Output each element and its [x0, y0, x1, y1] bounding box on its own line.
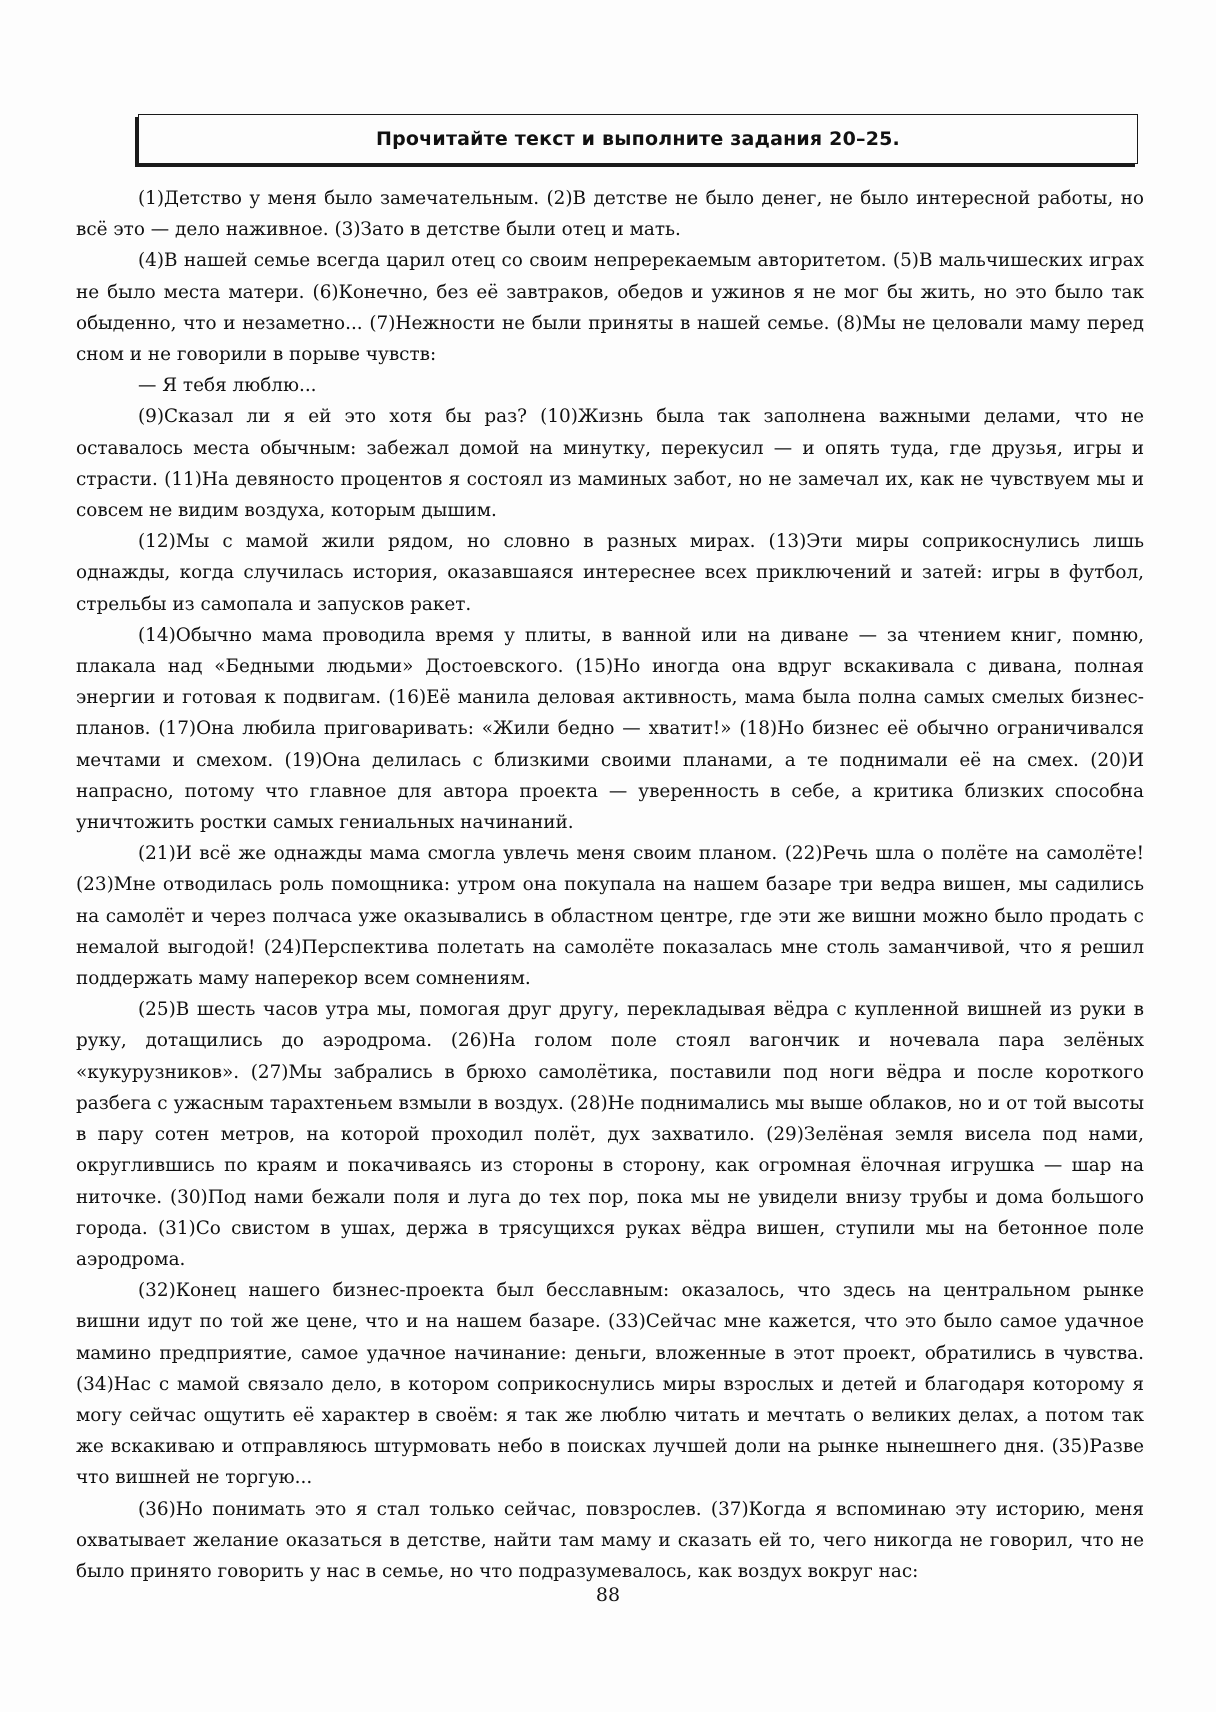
story-text [76, 183, 1144, 1587]
paragraph: (12)Мы с мамой жили рядом, но словно в разных мирах. (13)Эти миры соприкоснулись лишь однажды, когда случилась история, оказавшаяся интереснее всех приключений и затей: игры в футбол, стрельбы из самопала и запусков ракет. [76, 531, 1144, 615]
paragraph: (25)В шесть часов утра мы, помогая друг другу, перекладывая вёдра с купленной вишней из руки в руку, дотащились до аэродрома. (26)На голом поле стоял вагончик и ночевала пара зелёных «кукурузников». (27)Мы забрались в брюхо самолётика, поставили под ноги вёдра и после короткого разбега с ужасным тарахтеньем взмыли в воздух. (28)Не поднимались мы выше облаков, но и от той высоты в пару сотен метров, на которой проходил полёт, дух захватило. (29)Зелёная земля висела под нами, округлившись по краям и покачиваясь из стороны в сторону, как огромная ёлочная игрушка — шар на ниточке. (30)Под нами бежали поля и луга до тех пор, пока мы не увидели внизу трубы и дома большого города. (31)Со свистом в ушах, держа в трясущихся руках вёдра вишен, ступили мы на бетонное поле аэродрома. [76, 999, 1144, 1270]
paragraph: (14)Обычно мама проводила время у плиты, в ванной или на диване — за чтением книг, помню, плакала над «Бедными людьми» Достоевского. (15)Но иногда она вдруг вскакивала с дивана, полная энергии и готовая к подвигам. (16)Её манила деловая активность, мама была полна самых смелых бизнес-планов. (17)Она любила приговаривать: «Жили бедно — хватит!» (18)Но бизнес её обычно ограничивался мечтами и смехом. (19)Она делилась с близкими своими планами, а те поднимали её на смех. (20)И напрасно, потому что главное для автора проекта — уверенность в себе, а критика близких способна уничтожить ростки самых гениальных начинаний. [76, 624, 1144, 834]
paragraph: (4)В нашей семье всегда царил отец со своим непререкаемым авторитетом. (5)В мальчишеских играх не было места матери. (6)Конечно, без её завтраков, обедов и ужинов я не мог бы жить, но это было так обыденно, что и незаметно... (7)Нежности не были приняты в нашей семье. (8)Мы не целовали маму перед сном и не говорили в порыве чувств: [76, 250, 1144, 366]
paragraph: (36)Но понимать это я стал только сейчас, повзрослев. (37)Когда я вспоминаю эту историю, меня охватывает желание оказаться в детстве, найти там маму и сказать ей то, чего никогда не говорил, что не было принято говорить у нас в семье, но что подразумевалось, как воздух вокруг нас: [76, 1498, 1144, 1582]
paragraph: (32)Конец нашего бизнес-проекта был бесславным: оказалось, что здесь на центральном рынке вишни идут по той же цене, что и на нашем базаре. (33)Сейчас мне кажется, что это было самое удачное мамино предприятие, самое удачное начинание: деньги, вложенные в этот проект, обратились в чувства. (34)Нас с мамой связало дело, в котором соприкоснулись миры взрослых и детей и благодаря которому я могу сейчас ощутить её характер в своём: я так же люблю читать и мечтать о великих делах, а потом так же вскакиваю и отправляюсь штурмовать небо в поисках лучшей доли на рынке нынешнего дня. (35)Разве что вишней не торгую... [76, 1280, 1144, 1489]
paragraph: (21)И всё же однажды мама смогла увлечь меня своим планом. (22)Речь шла о полёте на самолёте! (23)Мне отводилась роль помощника: утром она покупала на нашем базаре три ведра вишен, мы садились на самолёт и через полчаса уже оказывались в областном центре, где эти же вишни можно было продать с немалой выгодой! (24)Перспектива полетать на самолёте показалась мне столь заманчивой, что я решил поддержать маму наперекор всем сомнениям. [76, 843, 1144, 990]
paragraph: (9)Сказал ли я ей это хотя бы раз? (10)Жизнь была так заполнена важными делами, что не оставалось места обычным: забежал домой на минутку, перекусил — и опять туда, где друзья, игры и страсти. (11)На девяносто процентов я состоял из маминых забот, но не замечал их, как не чувствуем мы и совсем не видим воздуха, которым дышим. [76, 406, 1144, 522]
page-number: 88 [595, 1584, 621, 1606]
task-instruction-box [138, 114, 1138, 164]
paragraph: — Я тебя люблю... [138, 375, 317, 397]
task-title: Прочитайте текст и выполните задания 20–25. [376, 128, 900, 150]
paragraph: (1)Детство у меня было замечательным. (2)В детстве не было денег, не было интересной работы, но всё это — дело наживное. (3)Зато в детстве были отец и мать. [76, 188, 1144, 241]
